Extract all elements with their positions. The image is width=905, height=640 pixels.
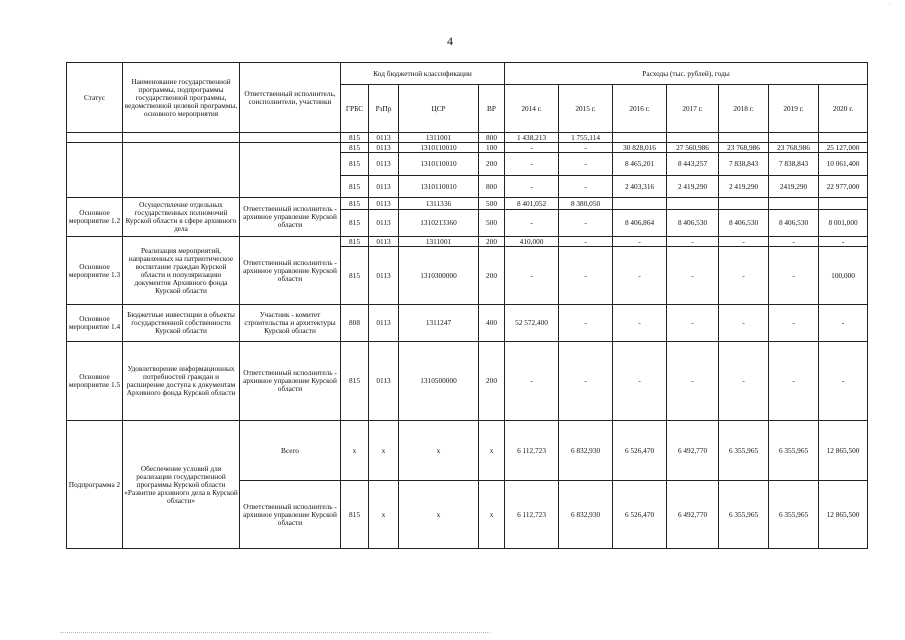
table-row — [67, 133, 868, 143]
cell-value — [613, 198, 667, 210]
cell-csr: 1310300000 — [399, 247, 479, 305]
cell-value: 8 001,000 — [819, 210, 868, 237]
cell-value: 6 492,770 — [667, 481, 719, 549]
cell-value: 1 755,114 — [559, 133, 613, 143]
cell-value: 10 061,400 — [819, 153, 868, 176]
cell-value: 7 838,843 — [719, 153, 769, 176]
header-rzpr: РзПр — [369, 85, 399, 133]
cell-value: 2 403,316 — [613, 176, 667, 198]
cell-value: - — [613, 342, 667, 421]
cell-value: - — [819, 342, 868, 421]
table-row — [67, 237, 868, 247]
cell-rzpr: 0113 — [369, 198, 399, 210]
cell-vr: 500 — [479, 198, 505, 210]
cell-value: - — [559, 153, 613, 176]
cell-vr: x — [479, 421, 505, 481]
header-year: 2018 г. — [719, 85, 769, 133]
cell-vr: 200 — [479, 247, 505, 305]
cell-value: - — [559, 237, 613, 247]
header-year: 2016 г. — [613, 85, 667, 133]
cell-value: - — [559, 247, 613, 305]
cell-value: - — [613, 247, 667, 305]
status-cell: Основное мероприятие 1.4 — [67, 305, 123, 342]
cell-value: - — [769, 247, 819, 305]
cell-vr: 200 — [479, 237, 505, 247]
cell-value: - — [505, 210, 559, 237]
scan-artifact-line — [60, 632, 490, 634]
cell-grbs: 815 — [341, 237, 369, 247]
table-row — [67, 421, 868, 481]
name-cell: Осуществление отдельных государственных полномочий Курской области в сфере архивного дела — [123, 198, 240, 237]
cell-value: - — [559, 305, 613, 342]
cell-value: - — [613, 305, 667, 342]
cell-grbs: 815 — [341, 210, 369, 237]
cell-rzpr: 0113 — [369, 342, 399, 421]
name-cell: Удовлетворение информационных потребностей граждан и расширение доступа к документам Архивного фонда Курской области — [123, 342, 240, 421]
header-code-group: Код бюджетной классификации — [341, 63, 505, 85]
page-number: 4 — [447, 34, 453, 48]
cell-value: - — [819, 237, 868, 247]
cell-grbs: x — [341, 421, 369, 481]
header-year: 2020 г. — [819, 85, 868, 133]
status-cell: Подпрограмма 2 — [67, 421, 123, 549]
cell-grbs: 815 — [341, 247, 369, 305]
name-cell: Обеспечение условий для реализации государственной программы Курской области «Развитие архивного дела в Курской области» — [123, 421, 240, 549]
cell-grbs: 808 — [341, 305, 369, 342]
cell-value: 8 406,530 — [769, 210, 819, 237]
cell-value: - — [505, 176, 559, 198]
cell-value: - — [505, 153, 559, 176]
cell-value: - — [559, 342, 613, 421]
cell-value: 30 828,016 — [613, 143, 667, 153]
cell-csr: 1310110010 — [399, 143, 479, 153]
cell-csr: 1310110010 — [399, 176, 479, 198]
cell-grbs: 815 — [341, 143, 369, 153]
cell-vr: 800 — [479, 133, 505, 143]
cell-value: 6 355,965 — [769, 421, 819, 481]
header-csr: ЦСР — [399, 85, 479, 133]
cell-value: - — [719, 247, 769, 305]
cell-value: - — [667, 247, 719, 305]
header-grbs: ГРБС — [341, 85, 369, 133]
cell-value: 8 401,052 — [505, 198, 559, 210]
cell-vr: x — [479, 481, 505, 549]
responsible-cell: Участник - комитет строительства и архитектуры Курской области — [240, 305, 341, 342]
status-cell: Основное мероприятие 1.3 — [67, 237, 123, 305]
responsible-cell: Ответственный исполнитель - архивное управление Курской области — [240, 198, 341, 237]
cell-value: 8 406,530 — [719, 210, 769, 237]
cell-csr: 1310213360 — [399, 210, 479, 237]
header-year: 2015 г. — [559, 85, 613, 133]
header-year: 2017 г. — [667, 85, 719, 133]
cell-value: - — [769, 342, 819, 421]
cell-value: 52 572,400 — [505, 305, 559, 342]
cell-value: - — [559, 176, 613, 198]
cell-vr: 400 — [479, 305, 505, 342]
cell-value — [819, 198, 868, 210]
cell-value: 8 406,530 — [667, 210, 719, 237]
cell-value: - — [613, 237, 667, 247]
cell-grbs: 815 — [341, 176, 369, 198]
cell-value: 6 832,930 — [559, 421, 613, 481]
cell-grbs: 815 — [341, 481, 369, 549]
cell-value: - — [667, 305, 719, 342]
responsible-cell: Ответственный исполнитель - архивное управление Курской области — [240, 237, 341, 305]
cell-value: 1 438,213 — [505, 133, 559, 143]
cell-rzpr: 0113 — [369, 153, 399, 176]
cell-value: - — [505, 143, 559, 153]
cell-csr: x — [399, 421, 479, 481]
cell-value — [769, 198, 819, 210]
cell-value: 8 443,257 — [667, 153, 719, 176]
status-cell: Основное мероприятие 1.5 — [67, 342, 123, 421]
cell-value: 6 355,965 — [719, 481, 769, 549]
cell-value: 6 526,470 — [613, 481, 667, 549]
cell-grbs: 815 — [341, 198, 369, 210]
header-responsible: Ответственный исполнитель, соисполнители, участники — [240, 63, 341, 133]
cell-rzpr: 0113 — [369, 133, 399, 143]
cell-value: 6 112,723 — [505, 421, 559, 481]
cell-value: - — [667, 237, 719, 247]
cell-value — [667, 133, 719, 143]
cell-rzpr: x — [369, 481, 399, 549]
header-year: 2019 г. — [769, 85, 819, 133]
cell-csr: 1310500000 — [399, 342, 479, 421]
name-cell: Реализация мероприятий, направленных на патриотическое воспитание граждан Курской области и популяризацию документов Архивного фонда Курской области — [123, 237, 240, 305]
corner-mark: · — [888, 0, 891, 8]
cell-rzpr: 0113 — [369, 237, 399, 247]
cell-value: 8 380,050 — [559, 198, 613, 210]
name-cell: Бюджетные инвестиции в объекты государственной собственности Курской области — [123, 305, 240, 342]
cell-value: 6 112,723 — [505, 481, 559, 549]
cell-value: 27 560,986 — [667, 143, 719, 153]
cell-value: - — [719, 237, 769, 247]
cell-csr: 1311001 — [399, 237, 479, 247]
cell-value — [719, 198, 769, 210]
header-vr: ВР — [479, 85, 505, 133]
cell-grbs: 815 — [341, 133, 369, 143]
cell-vr: 100 — [479, 143, 505, 153]
cell-vr: 500 — [479, 210, 505, 237]
responsible-cell: Ответственный исполнитель - архивное управление Курской области — [240, 342, 341, 421]
cell-vr: 800 — [479, 176, 505, 198]
table-row — [67, 198, 868, 210]
cell-value: - — [769, 305, 819, 342]
cell-value: 2 419,290 — [667, 176, 719, 198]
header-name: Наименование государственной программы, подпрограммы государственной программы, ведомственной целевой программы, основного мероприятия — [123, 63, 240, 133]
cell-value: 12 865,500 — [819, 481, 868, 549]
cell-value: 25 127,000 — [819, 143, 868, 153]
cell-value: 100,000 — [819, 247, 868, 305]
cell-value: 6 355,965 — [769, 481, 819, 549]
cell-rzpr: 0113 — [369, 247, 399, 305]
cell-value: 6 355,965 — [719, 421, 769, 481]
cell-value — [667, 198, 719, 210]
cell-value: 23 768,986 — [719, 143, 769, 153]
cell-rzpr: 0113 — [369, 210, 399, 237]
cell-value: 23 768,986 — [769, 143, 819, 153]
table-row — [67, 342, 868, 421]
cell-value — [613, 133, 667, 143]
cell-value: 22 977,000 — [819, 176, 868, 198]
cell-rzpr: 0113 — [369, 176, 399, 198]
cell-value: - — [559, 210, 613, 237]
cell-value: 2 419,290 — [719, 176, 769, 198]
cell-csr: 1310110010 — [399, 153, 479, 176]
cell-value: - — [769, 237, 819, 247]
cell-value: 6 832,930 — [559, 481, 613, 549]
cell-value: - — [505, 247, 559, 305]
cell-csr: 1311336 — [399, 198, 479, 210]
cell-grbs: 815 — [341, 153, 369, 176]
cell-value: 7 838,843 — [769, 153, 819, 176]
cell-value — [819, 133, 868, 143]
responsible-cell: Ответственный исполнитель - архивное управление Курской области — [240, 481, 341, 549]
table-row — [67, 305, 868, 342]
cell-value — [769, 133, 819, 143]
table-row — [67, 143, 868, 153]
status-cell: Основное мероприятие 1.2 — [67, 198, 123, 237]
cell-value: 8 465,201 — [613, 153, 667, 176]
cell-csr: x — [399, 481, 479, 549]
cell-value: - — [719, 342, 769, 421]
responsible-cell: Всего — [240, 421, 341, 481]
cell-rzpr: x — [369, 421, 399, 481]
cell-csr: 1311247 — [399, 305, 479, 342]
header-expense-group: Расходы (тыс. рублей), годы — [505, 63, 868, 85]
cell-vr: 200 — [479, 153, 505, 176]
cell-value: 2419,290 — [769, 176, 819, 198]
cell-value: - — [559, 143, 613, 153]
cell-value: 6 492,770 — [667, 421, 719, 481]
header-status: Статус — [67, 63, 123, 133]
cell-csr: 1311001 — [399, 133, 479, 143]
cell-value: 12 865,500 — [819, 421, 868, 481]
cell-rzpr: 0113 — [369, 305, 399, 342]
cell-vr: 200 — [479, 342, 505, 421]
cell-value: - — [719, 305, 769, 342]
cell-value: - — [819, 305, 868, 342]
cell-value: - — [667, 342, 719, 421]
cell-value: 410,000 — [505, 237, 559, 247]
header-year: 2014 г. — [505, 85, 559, 133]
cell-value: 8 406,864 — [613, 210, 667, 237]
cell-value: - — [505, 342, 559, 421]
cell-value — [719, 133, 769, 143]
cell-value: 6 526,470 — [613, 421, 667, 481]
cell-rzpr: 0113 — [369, 143, 399, 153]
cell-grbs: 815 — [341, 342, 369, 421]
budget-table — [66, 62, 868, 549]
